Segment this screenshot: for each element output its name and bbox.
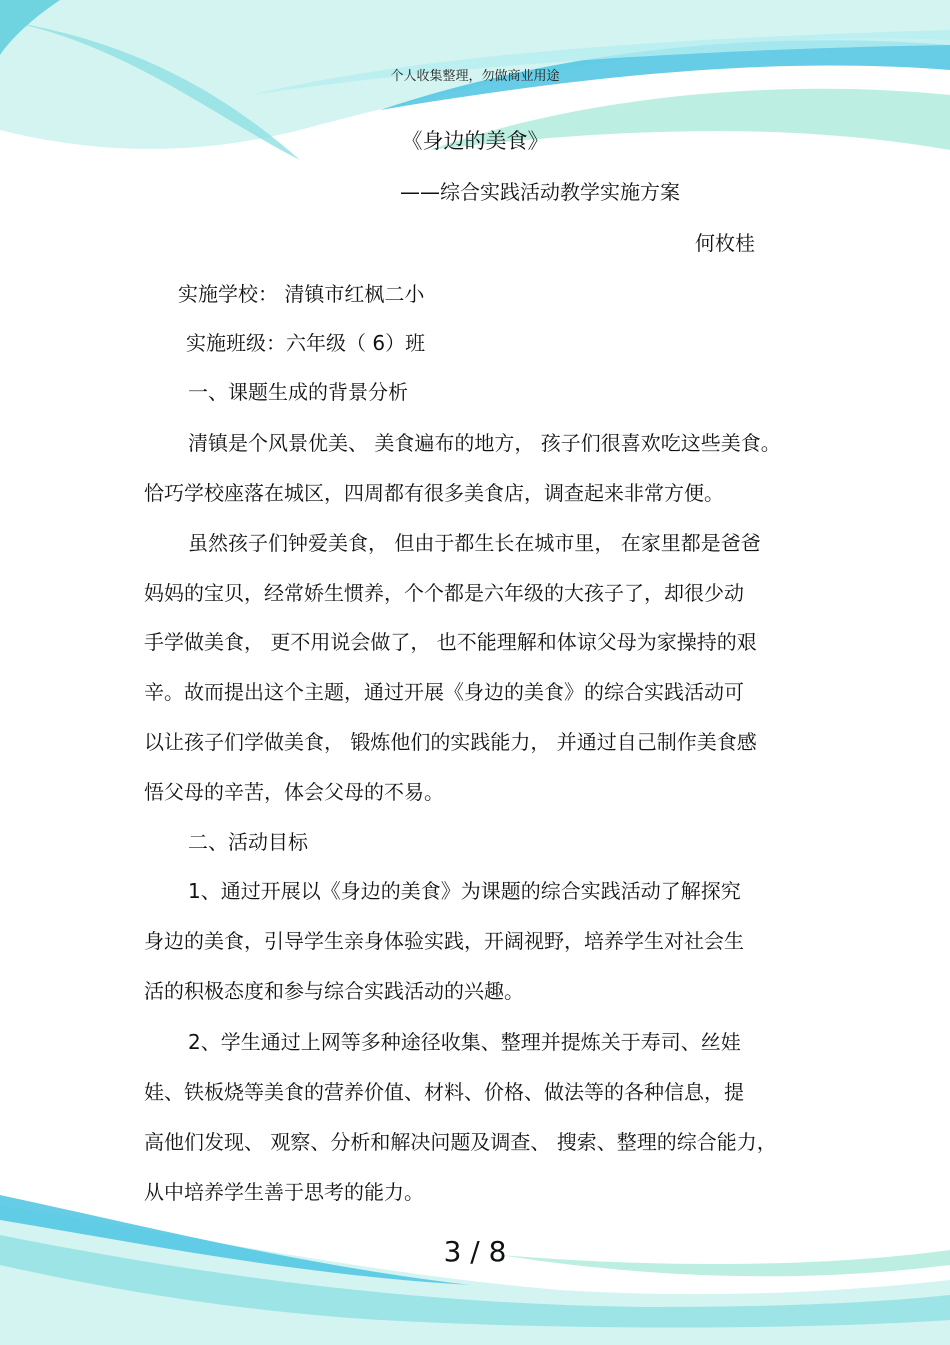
page-number: 3 / 8	[443, 1235, 507, 1268]
paragraph-line: 悟父母的辛苦，体会父母的不易。	[144, 780, 444, 804]
paragraph-line: 2、学生通过上网等多种途径收集、整理并提炼关于寿司、丝娃	[188, 1030, 741, 1054]
section1-heading: 一、课题生成的背景分析	[188, 380, 408, 404]
document-author: 何枚桂	[695, 231, 755, 255]
paragraph-line: 妈妈的宝贝，经常娇生惯养，个个都是六年级的大孩子了，却很少动	[144, 581, 744, 605]
paragraph-line: 娃、铁板烧等美食的营养价值、材料、价格、做法等的各种信息，提	[144, 1080, 744, 1104]
document-title: 《身边的美食》	[401, 129, 549, 153]
paragraph-line: 高他们发现、 观察、分析和解决问题及调查、 搜索、整理的综合能力，	[144, 1130, 777, 1154]
paragraph-line: 虽然孩子们钟爱美食， 但由于都生长在城市里， 在家里都是爸爸	[188, 531, 761, 555]
paragraph-line: 手学做美食， 更不用说会做了， 也不能理解和体谅父母为家操持的艰	[144, 630, 757, 654]
header-note: 个人收集整理，勿做商业用途	[390, 69, 560, 84]
document-subtitle: ——综合实践活动教学实施方案	[400, 180, 680, 204]
paragraph-line: 恰巧学校座落在城区，四周都有很多美食店，调查起来非常方便。	[144, 481, 724, 505]
top-wave-decoration	[0, 0, 950, 200]
school-line: 实施学校： 清镇市红枫二小	[178, 282, 425, 306]
paragraph-line: 1、通过开展以《身边的美食》为课题的综合实践活动了解探究	[188, 879, 741, 903]
paragraph-line: 清镇是个风景优美、 美食遍布的地方， 孩子们很喜欢吃这些美食。	[188, 431, 781, 455]
paragraph-line: 以让孩子们学做美食， 锻炼他们的实践能力， 并通过自己制作美食感	[144, 730, 757, 754]
class-line: 实施班级：六年级（ 6）班	[186, 331, 426, 355]
bottom-wave-decoration	[0, 1195, 950, 1345]
paragraph-line: 身边的美食，引导学生亲身体验实践，开阔视野，培养学生对社会生	[144, 929, 744, 953]
paragraph-line: 活的积极态度和参与综合实践活动的兴趣。	[144, 979, 524, 1003]
section2-heading: 二、活动目标	[188, 830, 308, 854]
paragraph-line: 从中培养学生善于思考的能力。	[144, 1180, 424, 1204]
paragraph-line: 辛。故而提出这个主题，通过开展《身边的美食》的综合实践活动可	[144, 680, 744, 704]
